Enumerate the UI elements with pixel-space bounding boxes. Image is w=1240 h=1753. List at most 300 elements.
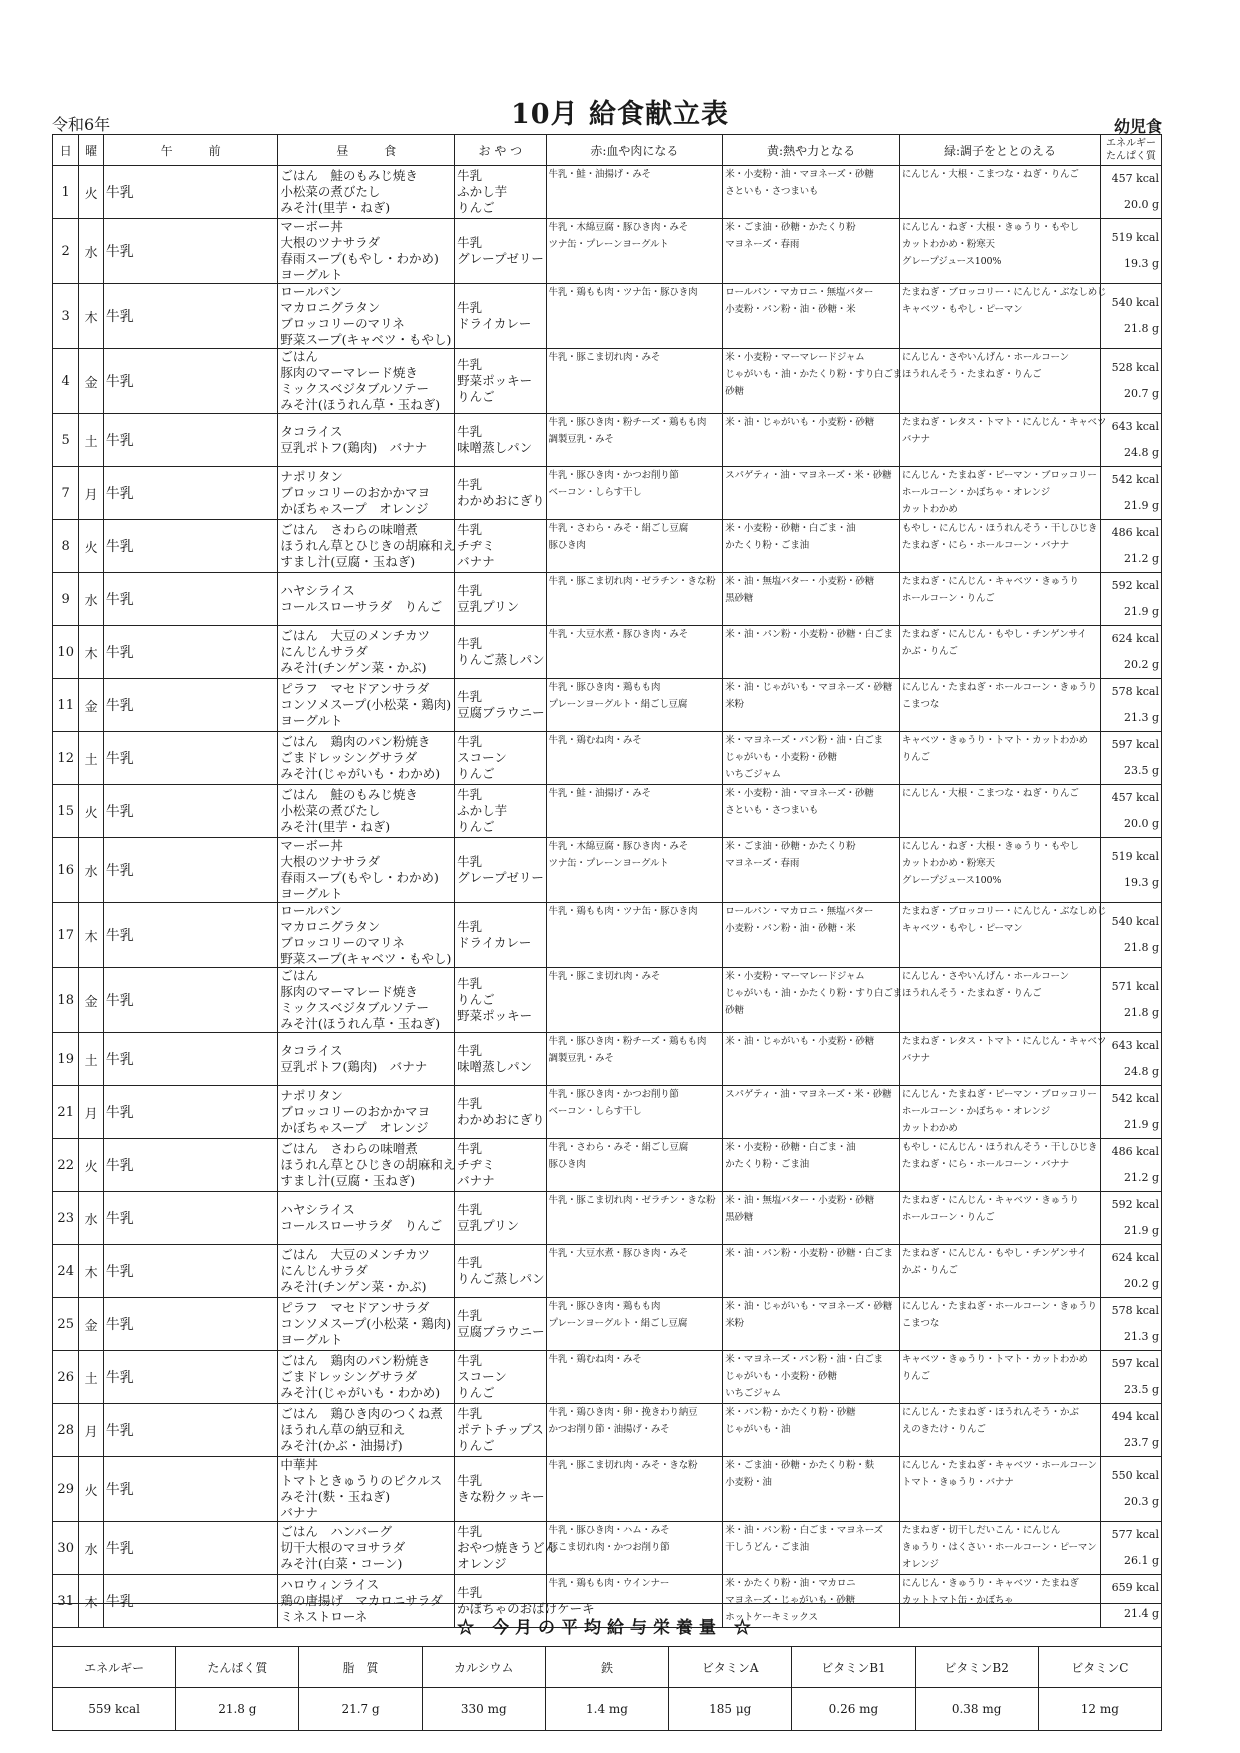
green-food-line: ホールコーン・りんご: [901, 1212, 995, 1223]
yellow-food-line: 米・油・パン粉・小麦粉・砂糖・白ごま: [725, 1248, 893, 1259]
green-food-line: ホールコーン・かぼちゃ・オレンジ: [901, 487, 1050, 498]
average-nutrient-header: ビタミンC: [1038, 1647, 1161, 1688]
morning-snack: 牛乳: [103, 573, 278, 626]
red-food-line: ベーコン・しらす干し: [548, 1106, 642, 1117]
weekday: 木: [79, 903, 103, 968]
afternoon-snack: [455, 732, 546, 785]
energy-value: 486 kcal: [1111, 1145, 1159, 1158]
snack-item: 牛乳: [457, 636, 483, 651]
weekday: 木: [79, 284, 103, 349]
green-food-line: にんじん・たまねぎ・キャベツ・ホールコーン: [901, 1460, 1097, 1471]
weekday: 火: [79, 1139, 103, 1192]
energy-protein: [1101, 732, 1162, 785]
lunch-menu: [278, 968, 455, 1033]
average-value-row: [53, 1688, 1162, 1731]
weekday: 土: [79, 1351, 103, 1404]
energy-protein: [1101, 573, 1162, 626]
green-food-line: にんじん・ねぎ・大根・きゅうり・もやし: [901, 841, 1079, 852]
green-food-line: たまねぎ・ブロッコリー・にんじん・ぶなしめじ: [901, 287, 1107, 298]
energy-value: 592 kcal: [1111, 579, 1159, 592]
red-group-foods: [546, 1404, 723, 1457]
lunch-item: ごはん: [280, 349, 318, 364]
menu-row: [53, 626, 1162, 679]
green-group-foods: [899, 1522, 1100, 1575]
snack-item: 牛乳: [457, 976, 483, 991]
day-number: 16: [53, 838, 79, 903]
lunch-item: ごはん 鶏肉のパン粉焼き: [280, 734, 431, 749]
lunch-item: コールスローサラダ りんご: [280, 1218, 443, 1233]
yellow-food-line: 米粉: [725, 699, 744, 710]
yellow-food-line: じゃがいも・小麦粉・砂糖: [725, 1371, 837, 1382]
weekday: 月: [79, 1404, 103, 1457]
red-food-line: 牛乳・豚こま切れ肉・ゼラチン・きな粉: [548, 576, 716, 587]
snack-item: りんご: [457, 389, 495, 404]
lunch-menu: [278, 1298, 455, 1351]
weekday: 金: [79, 1298, 103, 1351]
weekday: 火: [79, 166, 103, 219]
weekday: 木: [79, 1575, 103, 1628]
energy-value: 659 kcal: [1111, 1581, 1159, 1594]
snack-item: りんご: [457, 992, 495, 1007]
red-group-foods: [546, 1139, 723, 1192]
red-group-foods: [546, 1192, 723, 1245]
col-snack: お や つ: [455, 135, 546, 166]
snack-item: ふかし芋: [457, 184, 508, 199]
morning-snack: 牛乳: [103, 219, 278, 284]
energy-value: 592 kcal: [1111, 1198, 1159, 1211]
red-food-line: 豚ひき肉: [548, 1159, 586, 1170]
snack-item: 味噌蒸しパン: [457, 1059, 533, 1074]
snack-item: 牛乳: [457, 1353, 483, 1368]
menu-header: [53, 135, 1162, 166]
energy-protein: [1101, 1192, 1162, 1245]
average-nutrient-header: ビタミンB1: [792, 1647, 915, 1688]
protein-value: 21.9 g: [1123, 1224, 1159, 1237]
yellow-group-foods: [723, 1404, 900, 1457]
snack-item: チヂミ: [457, 538, 495, 553]
protein-value: 21.2 g: [1123, 552, 1159, 565]
green-group-foods: [899, 732, 1100, 785]
afternoon-snack: [455, 1298, 546, 1351]
lunch-item: ロールパン: [280, 284, 342, 299]
yellow-food-line: かたくり粉・ごま油: [725, 540, 809, 551]
red-group-foods: [546, 1086, 723, 1139]
yellow-food-line: 米・ごま油・砂糖・かたくり粉・麩: [725, 1460, 875, 1471]
yellow-food-line: 米・油・無塩バター・小麦粉・砂糖: [725, 1195, 875, 1206]
green-food-line: えのきたけ・りんご: [901, 1424, 986, 1435]
menu-row: [53, 520, 1162, 573]
green-food-line: りんご: [901, 1371, 930, 1382]
energy-value: 542 kcal: [1111, 1092, 1159, 1105]
green-food-line: もやし・にんじん・ほうれんそう・干しひじき: [901, 523, 1098, 534]
red-group-foods: [546, 284, 723, 349]
energy-value: 540 kcal: [1111, 915, 1159, 928]
energy-value: 578 kcal: [1111, 1304, 1159, 1317]
snack-item: りんご蒸しパン: [457, 652, 545, 667]
weekday: 水: [79, 1192, 103, 1245]
green-group-foods: [899, 349, 1100, 414]
red-group-foods: [546, 1457, 723, 1522]
protein-value: 21.9 g: [1123, 605, 1159, 618]
menu-row: [53, 968, 1162, 1033]
lunch-menu: [278, 467, 455, 520]
protein-value: 21.9 g: [1123, 1118, 1159, 1131]
green-food-line: バナナ: [901, 434, 930, 445]
lunch-item: マカロニグラタン: [280, 300, 381, 315]
lunch-menu: [278, 1404, 455, 1457]
yellow-food-line: かたくり粉・ごま油: [725, 1159, 809, 1170]
lunch-menu: [278, 626, 455, 679]
lunch-item: 豚肉のマーマレード焼き: [280, 984, 418, 999]
protein-value: 21.3 g: [1123, 1330, 1159, 1343]
energy-value: 624 kcal: [1111, 1251, 1159, 1264]
green-food-line: グレープジュース100%: [901, 875, 1002, 886]
green-food-line: かぶ・りんご: [901, 1265, 958, 1276]
morning-snack: 牛乳: [103, 1192, 278, 1245]
afternoon-snack: [455, 968, 546, 1033]
energy-protein: [1101, 1404, 1162, 1457]
green-food-line: バナナ: [901, 1053, 930, 1064]
red-food-line: 豚ひき肉: [548, 540, 586, 551]
lunch-item: 中華丼: [280, 1457, 318, 1472]
lunch-item: みそ汁(ほうれん草・玉ねぎ): [280, 397, 441, 412]
yellow-food-line: 米・油・じゃがいも・小麦粉・砂糖: [725, 1036, 875, 1047]
afternoon-snack: [455, 520, 546, 573]
morning-snack: 牛乳: [103, 1522, 278, 1575]
lunch-item: ハヤシライス: [280, 583, 355, 598]
red-food-line: 牛乳・鶏むね肉・みそ: [548, 735, 642, 746]
energy-protein: [1101, 1351, 1162, 1404]
lunch-item: 野菜スープ(キャベツ・もやし): [280, 332, 452, 347]
afternoon-snack: [455, 1086, 546, 1139]
lunch-menu: [278, 1139, 455, 1192]
lunch-item: 小松菜の煮びたし: [280, 184, 381, 199]
red-food-line: 牛乳・豚ひき肉・かつお削り節: [548, 470, 679, 481]
green-food-line: にんじん・ねぎ・大根・きゅうり・もやし: [901, 222, 1079, 233]
yellow-food-line: 米・油・無塩バター・小麦粉・砂糖: [725, 576, 875, 587]
green-food-line: カットわかめ: [901, 504, 958, 515]
page-title: 10月 給食献立表: [511, 99, 729, 130]
morning-snack: 牛乳: [103, 968, 278, 1033]
afternoon-snack: [455, 1351, 546, 1404]
afternoon-snack: [455, 626, 546, 679]
green-food-line: たまねぎ・にんじん・キャベツ・きゅうり: [901, 576, 1079, 587]
menu-row: [53, 1086, 1162, 1139]
morning-snack: 牛乳: [103, 785, 278, 838]
energy-value: 519 kcal: [1111, 231, 1159, 244]
snack-item: 牛乳: [457, 583, 483, 598]
yellow-food-line: さといも・さつまいも: [725, 805, 819, 816]
red-group-foods: [546, 785, 723, 838]
energy-value: 578 kcal: [1111, 685, 1159, 698]
energy-protein: [1101, 903, 1162, 968]
energy-value: 457 kcal: [1111, 172, 1159, 185]
green-group-foods: [899, 219, 1100, 284]
lunch-item: 春雨スープ(もやし・わかめ): [280, 870, 439, 885]
lunch-item: ほうれん草とひじきの胡麻和え: [280, 538, 456, 553]
green-group-foods: [899, 1351, 1100, 1404]
green-food-line: キャベツ・きゅうり・トマト・カットわかめ: [901, 1354, 1088, 1365]
energy-protein: [1101, 166, 1162, 219]
green-food-line: かぶ・りんご: [901, 646, 958, 657]
menu-row: [53, 838, 1162, 903]
red-food-line: プレーンヨーグルト・絹ごし豆腐: [548, 1318, 688, 1329]
protein-value: 21.3 g: [1123, 711, 1159, 724]
menu-row: [53, 1192, 1162, 1245]
yellow-group-foods: [723, 166, 900, 219]
green-group-foods: [899, 166, 1100, 219]
red-food-line: かつお削り節・油揚げ・みそ: [548, 1424, 670, 1435]
snack-item: 牛乳: [457, 1406, 483, 1421]
lunch-item: ごはん 大豆のメンチカツ: [280, 1247, 431, 1262]
snack-item: バナナ: [457, 1173, 495, 1188]
protein-value: 26.1 g: [1123, 1554, 1159, 1567]
green-food-line: たまねぎ・レタス・トマト・にんじん・キャベツ: [901, 1036, 1107, 1047]
yellow-food-line: スパゲティ・油・マヨネーズ・米・砂糖: [725, 470, 892, 481]
col-lunch: 昼 食: [278, 135, 455, 166]
yellow-group-foods: [723, 1192, 900, 1245]
green-food-line: トマト・きゅうり・バナナ: [901, 1477, 1014, 1488]
lunch-item: ミックスベジタブルソテー: [280, 381, 430, 396]
green-group-foods: [899, 1298, 1100, 1351]
afternoon-snack: [455, 1522, 558, 1575]
lunch-item: みそ汁(白菜・コーン): [280, 1556, 403, 1571]
green-food-line: にんじん・大根・こまつな・ねぎ・りんご: [901, 788, 1079, 799]
lunch-menu: [278, 732, 455, 785]
snack-item: りんご: [457, 1438, 495, 1453]
snack-item: グレープゼリー: [457, 870, 544, 885]
energy-protein: [1101, 1245, 1162, 1298]
protein-value: 20.7 g: [1123, 387, 1159, 400]
weekday: 水: [79, 1522, 103, 1575]
day-number: 25: [53, 1298, 79, 1351]
average-nutrient-value: 21.7 g: [299, 1688, 422, 1731]
day-number: 17: [53, 903, 79, 968]
morning-snack: 牛乳: [103, 903, 278, 968]
day-number: 1: [53, 166, 79, 219]
lunch-item: タコライス: [280, 1043, 343, 1058]
snack-item: 牛乳: [457, 522, 483, 537]
snack-item: 豆乳プリン: [457, 1218, 520, 1233]
snack-item: スコーン: [457, 750, 507, 765]
col-protein-label: たんぱく質: [1106, 151, 1156, 162]
menu-row: [53, 1404, 1162, 1457]
red-food-line: 調製豆乳・みそ: [548, 434, 614, 445]
yellow-food-line: じゃがいも・油: [725, 1424, 791, 1435]
lunch-menu: [278, 520, 455, 573]
yellow-food-line: ロールパン・マカロニ・無塩バター: [725, 287, 874, 298]
green-group-foods: [899, 1086, 1100, 1139]
protein-value: 20.3 g: [1123, 1495, 1159, 1508]
red-food-line: 牛乳・さわら・みそ・絹ごし豆腐: [548, 1142, 689, 1153]
yellow-food-line: 米・小麦粉・砂糖・白ごま・油: [725, 523, 856, 534]
red-food-line: 豚こま切れ肉・かつお削り節: [548, 1542, 670, 1553]
lunch-item: 大根のツナサラダ: [280, 854, 381, 869]
snack-item: 牛乳: [457, 787, 483, 802]
menu-row: [53, 679, 1162, 732]
green-group-foods: [899, 1192, 1100, 1245]
green-food-line: たまねぎ・ブロッコリー・にんじん・ぶなしめじ: [901, 906, 1107, 917]
morning-snack: 牛乳: [103, 679, 278, 732]
protein-value: 21.8 g: [1123, 1006, 1159, 1019]
menu-row: [53, 785, 1162, 838]
red-food-line: 牛乳・さわら・みそ・絹ごし豆腐: [548, 523, 689, 534]
snack-item: 牛乳: [457, 168, 483, 183]
average-nutrient-value: 21.8 g: [176, 1688, 299, 1731]
lunch-item: ハヤシライス: [280, 1202, 355, 1217]
afternoon-snack: [455, 838, 546, 903]
red-food-line: ベーコン・しらす干し: [548, 487, 642, 498]
energy-protein: [1101, 520, 1162, 573]
protein-value: 21.9 g: [1123, 499, 1159, 512]
morning-snack: 牛乳: [103, 1575, 278, 1628]
yellow-food-line: 米・ごま油・砂糖・かたくり粉: [725, 222, 856, 233]
green-group-foods: [899, 1139, 1100, 1192]
energy-protein: [1101, 968, 1162, 1033]
red-group-foods: [546, 349, 723, 414]
energy-value: 486 kcal: [1111, 526, 1159, 539]
menu-row: [53, 732, 1162, 785]
energy-protein: [1101, 349, 1162, 414]
energy-value: 624 kcal: [1111, 632, 1159, 645]
weekday: 金: [79, 349, 103, 414]
red-food-line: 牛乳・大豆水煮・豚ひき肉・みそ: [548, 1248, 689, 1259]
green-food-line: カットわかめ: [901, 1123, 958, 1134]
snack-item: 野菜ポッキー: [457, 1008, 533, 1023]
weekday: 木: [79, 1245, 103, 1298]
afternoon-snack: [455, 1192, 546, 1245]
lunch-item: 春雨スープ(もやし・わかめ): [280, 251, 439, 266]
lunch-item: みそ汁(麩・玉ねぎ): [280, 1489, 391, 1504]
energy-protein: [1101, 679, 1162, 732]
snack-item: 野菜ポッキー: [457, 373, 533, 388]
green-food-line: キャベツ・もやし・ピーマン: [901, 304, 1023, 315]
average-nutrient-header: 鉄: [545, 1647, 668, 1688]
energy-protein: [1101, 414, 1162, 467]
green-food-line: たまねぎ・にら・ホールコーン・バナナ: [901, 1159, 1069, 1170]
lunch-menu: [278, 349, 455, 414]
yellow-food-line: 砂糖: [725, 386, 744, 397]
green-food-line: にんじん・たまねぎ・ホールコーン・きゅうり: [901, 682, 1097, 693]
lunch-menu: [278, 166, 455, 219]
menu-row: [53, 219, 1162, 284]
yellow-food-line: 米・マヨネーズ・パン粉・油・白ごま: [725, 735, 883, 746]
lunch-item: ナポリタン: [280, 1088, 343, 1103]
snack-item: 牛乳: [457, 1096, 483, 1111]
snack-item: 豆乳プリン: [457, 599, 520, 614]
lunch-item: ミックスベジタブルソテー: [280, 1000, 430, 1015]
menu-row: [53, 573, 1162, 626]
green-food-line: たまねぎ・レタス・トマト・にんじん・キャベツ: [901, 417, 1107, 428]
lunch-item: すまし汁(豆腐・玉ねぎ): [280, 554, 416, 569]
green-food-line: たまねぎ・にんじん・キャベツ・きゅうり: [901, 1195, 1079, 1206]
menu-row: [53, 467, 1162, 520]
green-group-foods: [899, 785, 1100, 838]
red-food-line: ツナ缶・プレーンヨーグルト: [548, 239, 669, 250]
red-food-line: 牛乳・鶏もも肉・ウインナー: [548, 1578, 670, 1589]
lunch-item: バナナ: [280, 1505, 318, 1520]
yellow-group-foods: [723, 520, 900, 573]
red-group-foods: [546, 219, 723, 284]
col-energy: [1101, 135, 1162, 166]
afternoon-snack: [455, 785, 546, 838]
lunch-menu: [278, 1192, 455, 1245]
yellow-food-line: 米・油・パン粉・小麦粉・砂糖・白ごま: [725, 629, 893, 640]
red-food-line: 牛乳・豚ひき肉・鶏もも肉: [548, 682, 661, 693]
protein-value: 21.4 g: [1123, 1607, 1159, 1620]
red-food-line: 牛乳・豚ひき肉・鶏もも肉: [548, 1301, 661, 1312]
lunch-item: 切干大根のマヨサラダ: [280, 1540, 406, 1555]
snack-item: スコーン: [457, 1369, 507, 1384]
energy-protein: [1101, 1522, 1162, 1575]
col-weekday: 曜: [79, 135, 103, 166]
snack-item: 豆腐ブラウニー: [457, 705, 545, 720]
snack-item: 牛乳: [457, 689, 483, 704]
green-group-foods: [899, 903, 1107, 968]
yellow-group-foods: [723, 284, 900, 349]
yellow-food-line: 米・油・じゃがいも・小麦粉・砂糖: [725, 417, 875, 428]
protein-value: 20.0 g: [1123, 198, 1159, 211]
average-nutrient-header: カルシウム: [422, 1647, 545, 1688]
protein-value: 23.5 g: [1123, 1383, 1159, 1396]
energy-value: 540 kcal: [1111, 296, 1159, 309]
energy-value: 597 kcal: [1111, 1357, 1159, 1370]
energy-protein: [1101, 284, 1162, 349]
col-energy-label: エネルギー: [1106, 138, 1156, 149]
lunch-item: ヨーグルト: [280, 267, 343, 282]
morning-snack: 牛乳: [103, 1351, 278, 1404]
green-group-foods: [899, 520, 1100, 573]
red-group-foods: [546, 520, 723, 573]
snack-item: 牛乳: [457, 300, 483, 315]
snack-item: おやつ焼きうどん: [457, 1540, 558, 1555]
lunch-item: ブロッコリーのおかかマヨ: [280, 1104, 431, 1119]
red-food-line: 牛乳・豚ひき肉・ハム・みそ: [548, 1525, 670, 1536]
energy-protein: [1101, 467, 1162, 520]
day-number: 11: [53, 679, 79, 732]
morning-snack: 牛乳: [103, 732, 278, 785]
yellow-group-foods: [723, 785, 900, 838]
energy-value: 571 kcal: [1111, 980, 1159, 993]
lunch-item: ブロッコリーのおかかマヨ: [280, 485, 431, 500]
lunch-item: かぼちゃスープ オレンジ: [280, 1120, 429, 1135]
red-food-line: 牛乳・豚ひき肉・粉チーズ・鶏もも肉: [548, 1036, 707, 1047]
day-number: 28: [53, 1404, 79, 1457]
lunch-item: にんじんサラダ: [280, 644, 368, 659]
average-nutrient-header: ビタミンB2: [915, 1647, 1038, 1688]
day-number: 8: [53, 520, 79, 573]
snack-item: きな粉クッキー: [457, 1489, 545, 1504]
col-morning: 午 前: [103, 135, 278, 166]
yellow-food-line: 小麦粉・油: [725, 1477, 772, 1488]
afternoon-snack: [455, 414, 546, 467]
green-group-foods: [899, 284, 1107, 349]
lunch-item: マカロニグラタン: [280, 919, 381, 934]
yellow-food-line: じゃがいも・油・かたくり粉・すり白ごま: [725, 369, 902, 380]
red-food-line: ツナ缶・プレーンヨーグルト: [548, 858, 669, 869]
green-food-line: にんじん・さやいんげん・ホールコーン: [901, 971, 1069, 982]
morning-snack: 牛乳: [103, 1457, 278, 1522]
lunch-item: みそ汁(かぶ・油揚げ): [280, 1438, 403, 1453]
afternoon-snack: [455, 903, 546, 968]
average-nutrient-header: ビタミンA: [669, 1647, 792, 1688]
morning-snack: 牛乳: [103, 520, 278, 573]
lunch-item: ごはん ハンバーグ: [280, 1524, 393, 1539]
green-group-foods: [899, 1457, 1100, 1522]
green-food-line: たまねぎ・にら・ホールコーン・バナナ: [901, 540, 1069, 551]
lunch-item: ブロッコリーのマリネ: [280, 935, 405, 950]
snack-item: 牛乳: [457, 477, 483, 492]
